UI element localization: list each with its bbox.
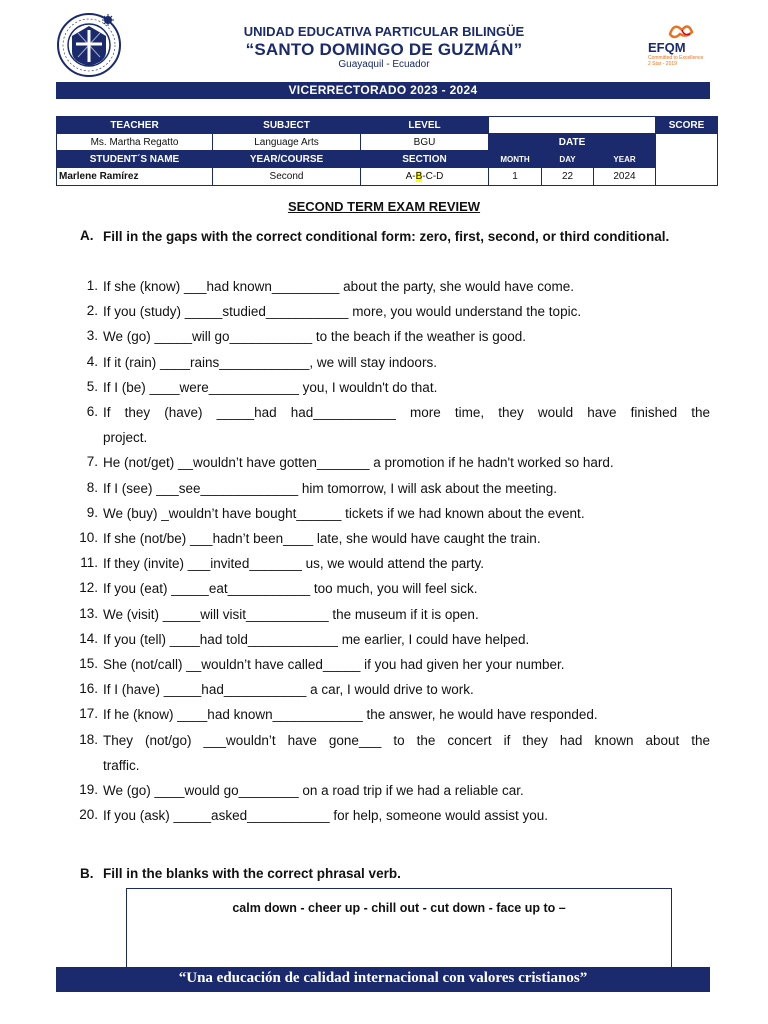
month-label: MONTH xyxy=(489,151,542,168)
school-line1: UNIDAD EDUCATIVA PARTICULAR BILINGÜE xyxy=(243,24,525,39)
question-number: 20. xyxy=(79,807,98,823)
date-label: DATE xyxy=(489,134,656,151)
question-continuation: project. xyxy=(103,430,148,446)
question-number: 15. xyxy=(79,656,98,671)
efqm-sub2: 2 Star - 2019 xyxy=(648,61,677,67)
question-text: If you (ask) _____asked___________ for help, someone would assist you. xyxy=(103,808,549,824)
question-number: 3. xyxy=(86,328,98,344)
question-text: We (go) _____will go___________ to the beach if the weather is good. xyxy=(103,329,527,345)
question-number: 11. xyxy=(80,555,98,571)
score-label: SCORE xyxy=(656,117,718,134)
student-name-value: Marlene Ramírez xyxy=(57,168,213,186)
efqm-logo xyxy=(640,20,720,74)
question-number: 13. xyxy=(79,605,98,621)
section-b-instruction: Fill in the blanks with the correct phrasal verb. xyxy=(103,866,401,881)
question-text: If she (not/be) ___hadn’t been____ late, she would have caught the train. xyxy=(103,531,541,546)
question-text: If I (have) _____had___________ a car, I would drive to work. xyxy=(103,682,474,698)
word-bank: calm down - cheer up - chill out - cut down - face up to – xyxy=(232,901,566,915)
question-text: If he (know) ____had known____________ the answer, he would have responded. xyxy=(103,707,598,723)
question-text: They (not/go) ___wouldn’t have gone___ to the concert if they had known about the xyxy=(103,732,710,748)
day-label: DAY xyxy=(542,151,594,168)
year-value: 2024 xyxy=(594,168,656,186)
word-bank-box xyxy=(126,888,672,968)
question-number: 12. xyxy=(79,580,98,596)
score-value xyxy=(656,134,718,186)
section-value-pre: A- xyxy=(405,171,416,182)
year-course-label: YEAR/COURSE xyxy=(213,151,361,168)
question-number: 6. xyxy=(86,404,98,419)
efqm-label: EFQM xyxy=(648,40,686,55)
year-label: YEAR xyxy=(594,151,656,168)
subject-value: Language Arts xyxy=(213,134,361,151)
student-info-table xyxy=(56,116,718,186)
student-name-label: STUDENT´S NAME xyxy=(57,151,213,168)
efqm-sub1: Committed to Excellence xyxy=(648,55,704,61)
section-label: SECTION xyxy=(361,151,489,168)
blank-cell xyxy=(489,117,656,134)
school-name: “SANTO DOMINGO DE GUZMÁN” xyxy=(245,40,523,59)
question-text: We (buy) _wouldn’t have bought______ tickets if we had known about the event. xyxy=(103,505,585,521)
level-value: BGU xyxy=(361,134,489,151)
section-value xyxy=(361,168,489,186)
question-number: 19. xyxy=(79,782,98,797)
question-number: 2. xyxy=(86,303,98,319)
section-a-letter: A. xyxy=(80,228,94,243)
day-value: 22 xyxy=(542,168,594,186)
question-text: If I (see) ___see_____________ him tomorrow, I will ask about the meeting. xyxy=(103,480,558,496)
section-b-letter: B. xyxy=(80,866,94,881)
question-text: If I (be) ____were____________ you, I wouldn't do that. xyxy=(103,379,438,395)
question-text: If you (tell) ____had told____________ me earlier, I could have helped. xyxy=(103,631,530,647)
question-text: If it (rain) ____rains____________, we will stay indoors. xyxy=(103,354,437,370)
question-text: We (go) ____would go________ on a road trip if we had a reliable car. xyxy=(103,783,524,798)
section-a-instruction: Fill in the gaps with the correct conditional form: zero, first, second, or third conditional. xyxy=(103,229,670,244)
exam-title: SECOND TERM EXAM REVIEW xyxy=(287,199,481,214)
question-number: 5. xyxy=(86,378,98,394)
question-number: 16. xyxy=(79,681,98,697)
footer-motto: “Una educación de calidad internacional con valores cristianos” xyxy=(56,967,710,992)
question-text: If you (eat) _____eat___________ too much, you will feel sick. xyxy=(103,581,478,597)
teacher-value: Ms. Martha Regatto xyxy=(57,134,213,151)
question-number: 7. xyxy=(86,454,98,470)
vice-rectorate-bar: VICERRECTORADO 2023 - 2024 xyxy=(56,82,710,99)
section-value-post: -C-D xyxy=(422,171,444,182)
question-number: 8. xyxy=(86,479,98,495)
subject-label: SUBJECT xyxy=(213,117,361,134)
question-text: If you (study) _____studied___________ more, you would understand the topic. xyxy=(103,304,582,320)
month-value: 1 xyxy=(489,168,542,186)
question-continuation: traffic. xyxy=(103,757,140,773)
question-number: 1. xyxy=(86,278,98,293)
question-text: He (not/get) __wouldn’t have gotten_______ a promotion if he hadn't worked so hard. xyxy=(103,455,614,471)
level-label: LEVEL xyxy=(361,117,489,134)
question-text: She (not/call) __wouldn’t have called_____ if you had given her your number. xyxy=(103,657,565,672)
year-course-value: Second xyxy=(213,168,361,186)
teacher-label: TEACHER xyxy=(57,117,213,134)
school-location: Guayaquil - Ecuador xyxy=(338,59,430,70)
question-text: If she (know) ___had known_________ about the party, she would have come. xyxy=(103,279,575,294)
section-value-highlight: B xyxy=(415,171,423,182)
question-number: 4. xyxy=(86,353,98,369)
question-text: We (visit) _____will visit___________ the museum if it is open. xyxy=(103,606,479,622)
question-number: 14. xyxy=(79,630,98,646)
question-number: 9. xyxy=(86,504,98,520)
question-number: 10. xyxy=(79,530,98,545)
question-number: 18. xyxy=(79,731,98,747)
question-text: If they (invite) ___invited_______ us, we would attend the party. xyxy=(103,556,484,572)
question-text: If they (have) _____had had___________ more time, they would have finished the xyxy=(103,405,710,420)
question-number: 17. xyxy=(79,706,98,722)
